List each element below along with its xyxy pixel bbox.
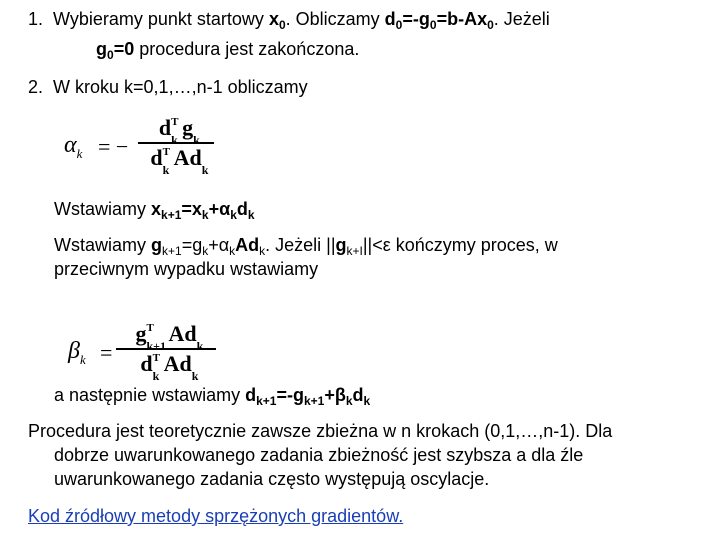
insert-g-formula: $g_{k+1}=g_k+\alpha_kAd_k$	[151, 235, 266, 258]
insert-d-line	[54, 384, 370, 412]
formula-beta	[60, 318, 230, 388]
step2-text: W kroku k=0,1,…,n-1 obliczamy	[53, 77, 308, 97]
alpha-numerator: d T k g k	[158, 115, 200, 147]
alpha-eq: = −	[98, 134, 129, 159]
step1-line2	[96, 38, 359, 66]
source-code-link[interactable]: Kod źródłowy metody sprzężonych gradientów.	[28, 506, 404, 526]
insert-g-condition-b: ||<ε kończymy proces, w	[362, 235, 558, 255]
beta-numerator: g T k+1 Ad k	[135, 321, 204, 353]
step1-text-d: procedura jest zakończona.	[134, 39, 360, 59]
beta-denominator: d T k Ad k	[140, 351, 199, 383]
step1-text-b: . Obliczamy	[285, 9, 385, 29]
step1-text-a: Wybieramy punkt startowy	[53, 9, 269, 29]
summary-line3: uwarunkowanego zadania często występują oscylacje.	[54, 469, 490, 489]
insert-g-line: Wstawiamy $g_{k+1}=g_k+\alpha_kAd_k$. Jeżeli $||g_{k+I}||<\varepsilon$ kończymy proces, w	[54, 235, 558, 258]
insert-x-text: Wstawiamy	[54, 199, 152, 219]
insert-d-formula: $d_{k+1}=-g_{k+1}+\beta_kd_k$	[245, 385, 371, 408]
insert-g-text: Wstawiamy	[54, 235, 152, 255]
step1-number: 1.	[28, 9, 44, 29]
step1-g0-condition: $g_0=0$	[96, 39, 135, 62]
beta-eq: =	[100, 340, 113, 365]
insert-g-norm: g	[335, 235, 347, 255]
insert-x-line	[54, 198, 255, 226]
insert-x-formula: $x_{k+1}=x_k+\alpha_kd_k$	[151, 199, 255, 222]
step1-text-c: . Jeżeli	[493, 9, 550, 29]
insert-g-line2: przeciwnym wypadku wstawiamy	[54, 259, 319, 279]
beta-lhs: $\beta_k$	[68, 338, 86, 367]
step1-line1	[28, 8, 550, 36]
insert-d-text: a następnie wstawiamy	[54, 385, 246, 405]
summary-line1: Procedura jest teoretycznie zawsze zbieżna w n krokach (0,1,…,n-1). Dla	[28, 421, 613, 441]
step1-d0: $d_0=-g_0=b-Ax_0$	[384, 9, 494, 32]
summary-line2: dobrze uwarunkowanego zadania zbieżność jest szybsza a dla źle	[54, 445, 584, 465]
alpha-fraction	[138, 115, 214, 177]
step2-line	[28, 76, 308, 98]
alpha-lhs: $\alpha_k$	[64, 132, 83, 161]
step2-number: 2.	[28, 77, 44, 97]
alpha-denominator: d T k Ad k	[150, 145, 209, 177]
insert-g-condition-a: . Jeżeli ||	[265, 235, 336, 255]
step1-x0: $x_0$	[268, 9, 286, 32]
beta-fraction	[116, 321, 216, 383]
formula-alpha	[60, 112, 220, 182]
